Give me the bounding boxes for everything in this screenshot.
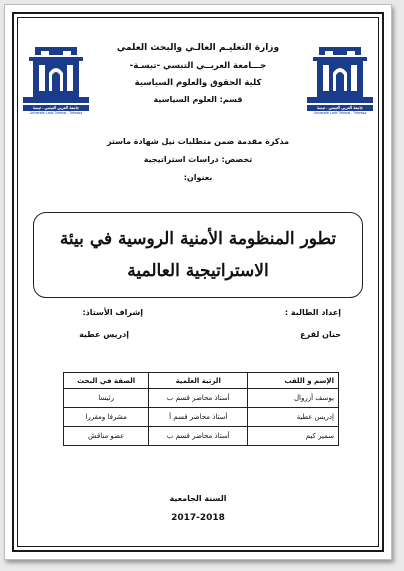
member-rank: أستاذ محاضر قسم ب <box>149 427 248 446</box>
member-name: إدريس عطية <box>248 408 339 427</box>
student-name: حنان لقرع <box>300 330 341 339</box>
university-name: جـــامعة العربــي التبسي -تبسـة- <box>129 61 267 71</box>
member-rank: أستاذ محاضر قسم أ <box>149 408 248 427</box>
table-row <box>64 389 339 408</box>
student-label: إعداد الطالبة : <box>284 308 341 317</box>
academic-year: 2017-2018 <box>171 513 225 523</box>
member-rank: أستاذ محاضر قسم ب <box>149 389 248 408</box>
faculty-name: كلية الحقوق والعلوم السياسية <box>134 78 262 88</box>
table-row <box>64 427 339 446</box>
title-label: بعنوان: <box>183 173 213 182</box>
department-name: قسم: العلوم السياسية <box>153 95 243 104</box>
logo-university-subtitle: Université Larbi Tébessi - Tébessa <box>29 111 83 115</box>
logo-university-name: جامعة العربي التبسي - تبسة <box>23 105 89 111</box>
member-name: يوسف أزروال <box>248 389 339 408</box>
thesis-title-line-1: تطور المنظومة الأمنية الروسية في بيئة <box>59 229 337 249</box>
supervisor-label: إشراف الأستاذ: <box>82 308 143 317</box>
ministry-name: وزارة التعليـم العالـي والبحث العلمي <box>116 43 280 53</box>
column-header: الرتبة العلمية <box>149 373 248 389</box>
document-page <box>4 4 392 560</box>
specialty-line: تخصص: دراسات استراتيجية <box>143 155 253 164</box>
table-header-row <box>64 373 339 389</box>
memo-description: مذكرة مقدمة ضمن متطلبات نيل شهادة ماستر <box>106 137 290 146</box>
committee-table <box>63 372 339 446</box>
member-role: مشرفا ومقررا <box>64 408 149 427</box>
member-role: عضو مناقش <box>64 427 149 446</box>
column-header: الصفة في البحث <box>64 373 149 389</box>
thesis-title-line-2: الاستراتيجية العالمية <box>127 261 269 281</box>
logo-university-name: جامعة العربي التبسي - تبسة <box>307 105 373 111</box>
supervisor-name: إدريس عطية <box>79 330 129 339</box>
logo-university-subtitle: Université Larbi Tébessi - Tébessa <box>313 111 367 115</box>
column-header: الإسم و اللقب <box>248 373 339 389</box>
table-row <box>64 408 339 427</box>
member-role: رئيسا <box>64 389 149 408</box>
thesis-title-box <box>33 212 363 298</box>
member-name: سمير كيم <box>248 427 339 446</box>
academic-year-label: السنة الجامعية <box>169 494 227 503</box>
